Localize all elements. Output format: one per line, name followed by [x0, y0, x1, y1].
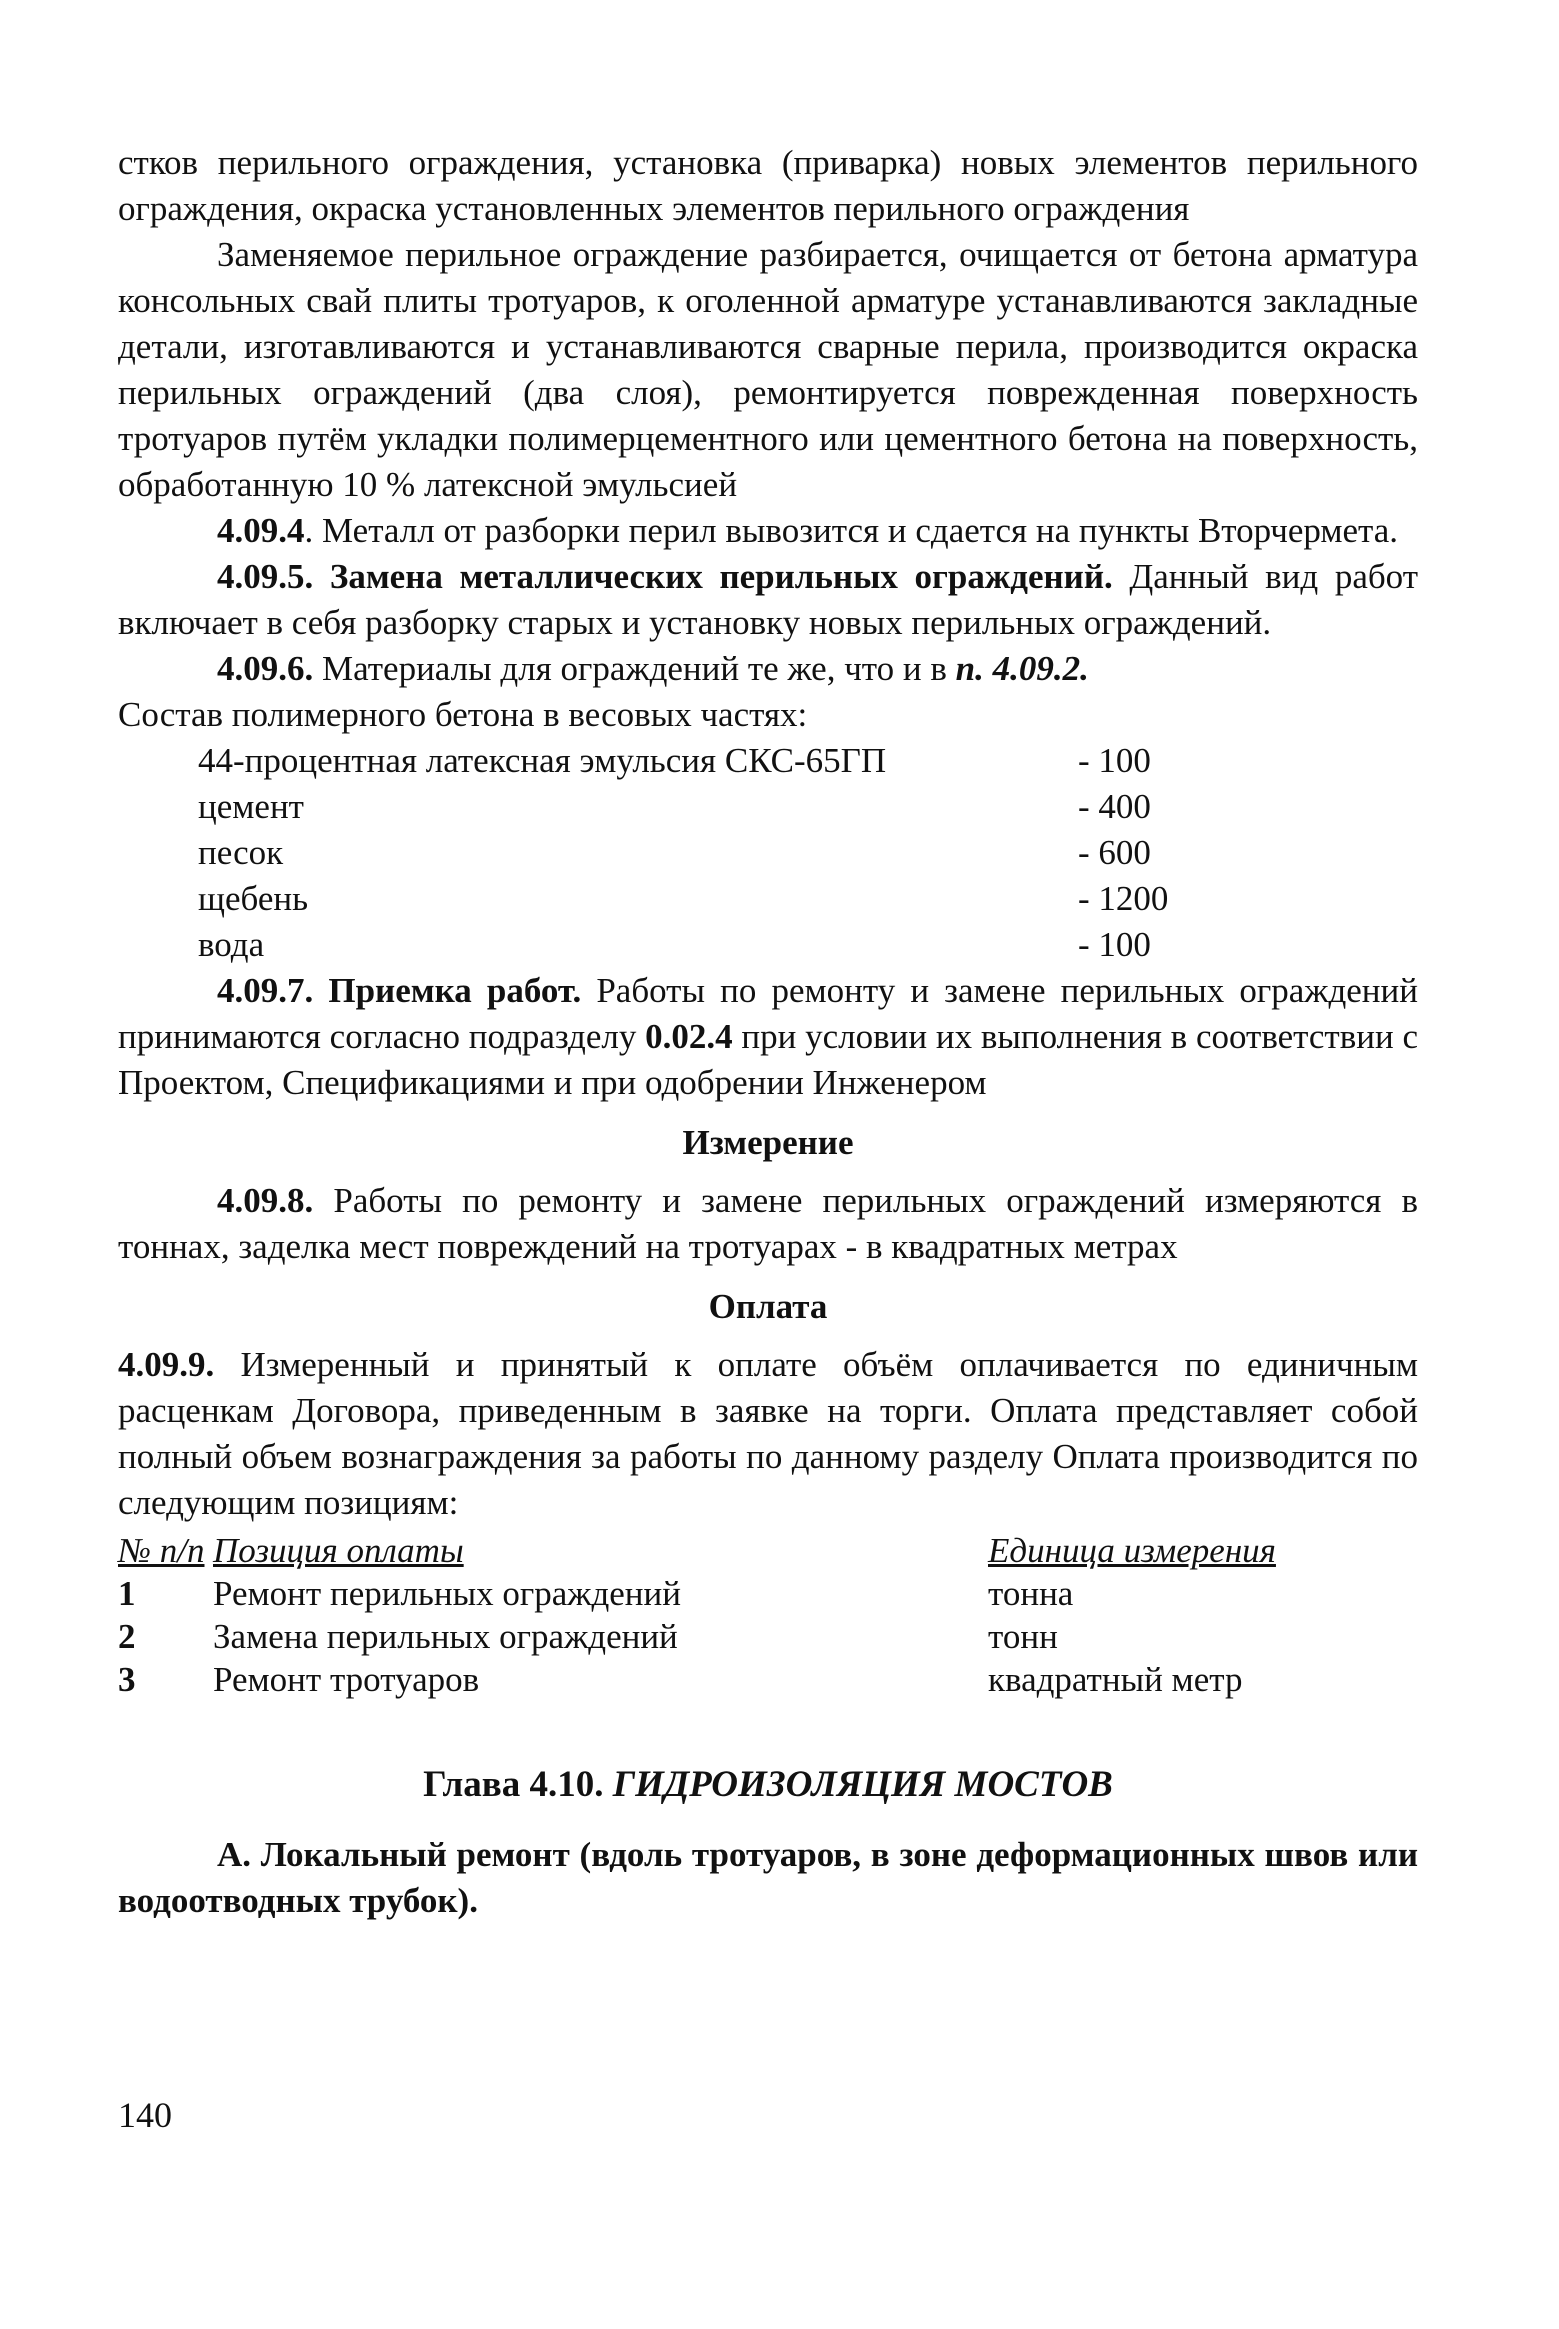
table-row	[118, 1614, 1318, 1657]
composition-item	[198, 784, 1198, 830]
composition-item-value: - 400	[1078, 787, 1151, 826]
page-body	[118, 140, 1418, 1924]
composition-item-name: 44-процентная латексная эмульсия СКС-65ГП	[198, 741, 887, 780]
row-number: 2	[118, 1617, 136, 1656]
measurement-heading: Измерение	[682, 1123, 854, 1162]
header-number: № п/п	[118, 1531, 205, 1570]
row-unit: тонна	[988, 1574, 1074, 1613]
section-text: Работы по ремонту и замене перильных ограждений принимаются согласно подразделу	[118, 971, 1418, 1056]
section-4-09-4	[118, 508, 1418, 554]
section-number: 4.09.7.	[217, 971, 314, 1010]
payment-table-header	[118, 1528, 1318, 1571]
section-text: . Металл от разборки перил вывозится и сдается на пункты Вторчермета.	[304, 511, 1399, 550]
table-row	[118, 1571, 1318, 1614]
paragraph-replacement-procedure: Заменяемое перильное ограждение разбирается, очищается от бетона арматура консольных свай плиты тротуаров, к оголенной арматуре устанавливаются закладные детали, изготавливаются и устанавливаются сварные перила, производится окраска перильных ограждений (два слоя), ремонтируется поврежденная поверхность тротуаров путём укладки полимерцементного или цементного бетона на поверхность, обработанную 10 % латексной эмульсией	[118, 235, 1418, 504]
row-number: 3	[118, 1660, 136, 1699]
table-row	[118, 1657, 1318, 1700]
chapter-label: Глава 4.10.	[423, 1764, 613, 1805]
section-a-heading: А. Локальный ремонт (вдоль тротуаров, в зоне деформационных швов или водоотводных трубок).	[118, 1835, 1418, 1920]
section-text: Измеренный и принятый к оплате объём оплачивается по единичным расценкам Договора, приведенным в заявке на торги. Оплата представляет собой полный объем вознаграждения за работы по данному разделу Оплата производится по следующим позициям:	[118, 1345, 1418, 1522]
section-4-09-5	[118, 554, 1418, 646]
composition-item-value: - 100	[1078, 741, 1151, 780]
section-text-continued: при условии их выполнения в соответствии с Проектом, Спецификациями и при одобрении Инженером	[118, 1017, 1419, 1102]
row-position: Ремонт перильных ограждений	[213, 1574, 681, 1613]
section-4-09-7	[118, 968, 1418, 1106]
section-4-09-9	[118, 1342, 1418, 1526]
row-position: Замена перильных ограждений	[213, 1617, 678, 1656]
section-reference: 0.02.4	[645, 1017, 733, 1056]
payment-heading: Оплата	[708, 1287, 828, 1326]
section-number: 4.09.8.	[217, 1181, 314, 1220]
composition-item-value: - 1200	[1078, 879, 1169, 918]
section-number: 4.09.9.	[118, 1345, 215, 1384]
row-unit: квадратный метр	[988, 1660, 1243, 1699]
composition-item	[198, 876, 1198, 922]
page-number: 140	[118, 2095, 172, 2135]
composition-item-name: цемент	[198, 787, 304, 826]
composition-item-name: песок	[198, 833, 284, 872]
composition-item-value: - 600	[1078, 833, 1151, 872]
composition-item	[198, 738, 1198, 784]
section-text: Материалы для ограждений те же, что и в	[313, 649, 956, 688]
composition-item-value: - 100	[1078, 925, 1151, 964]
header-position: Позиция оплаты	[213, 1531, 464, 1570]
section-4-09-6	[118, 646, 1418, 692]
composition-item	[198, 830, 1198, 876]
section-number: 4.09.6.	[217, 649, 314, 688]
section-number: 4.09.5.	[217, 557, 314, 596]
composition-item-name: вода	[198, 925, 265, 964]
header-unit: Единица измерения	[988, 1531, 1276, 1570]
composition-list	[198, 738, 1198, 968]
composition-item	[198, 922, 1198, 968]
section-title: Приемка работ.	[313, 971, 582, 1010]
chapter-title: ГИДРОИЗОЛЯЦИЯ МОСТОВ	[612, 1764, 1113, 1805]
section-4-09-8	[118, 1178, 1418, 1270]
composition-intro: Состав полимерного бетона в весовых частях:	[118, 695, 808, 734]
row-position: Ремонт тротуаров	[213, 1660, 480, 1699]
section-text: Данный вид работ включает в себя разборку старых и установку новых перильных ограждений.	[118, 557, 1418, 642]
section-number: 4.09.4	[217, 511, 305, 550]
payment-table	[118, 1528, 1318, 1700]
section-title: Замена металлических перильных ограждений.	[313, 557, 1113, 596]
row-unit: тонн	[988, 1617, 1058, 1656]
section-text: Работы по ремонту и замене перильных ограждений измеряются в тоннах, заделка мест повреждений на тротуарах - в квадратных метрах	[118, 1181, 1418, 1266]
composition-item-name: щебень	[198, 879, 309, 918]
paragraph-continuation: стков перильного ограждения, установка (приварка) новых элементов перильного ограждения, окраска установленных элементов перильного ограждения	[118, 143, 1418, 228]
chapter-heading	[118, 1762, 1418, 1808]
section-reference: п. 4.09.2.	[955, 649, 1089, 688]
row-number: 1	[118, 1574, 136, 1613]
